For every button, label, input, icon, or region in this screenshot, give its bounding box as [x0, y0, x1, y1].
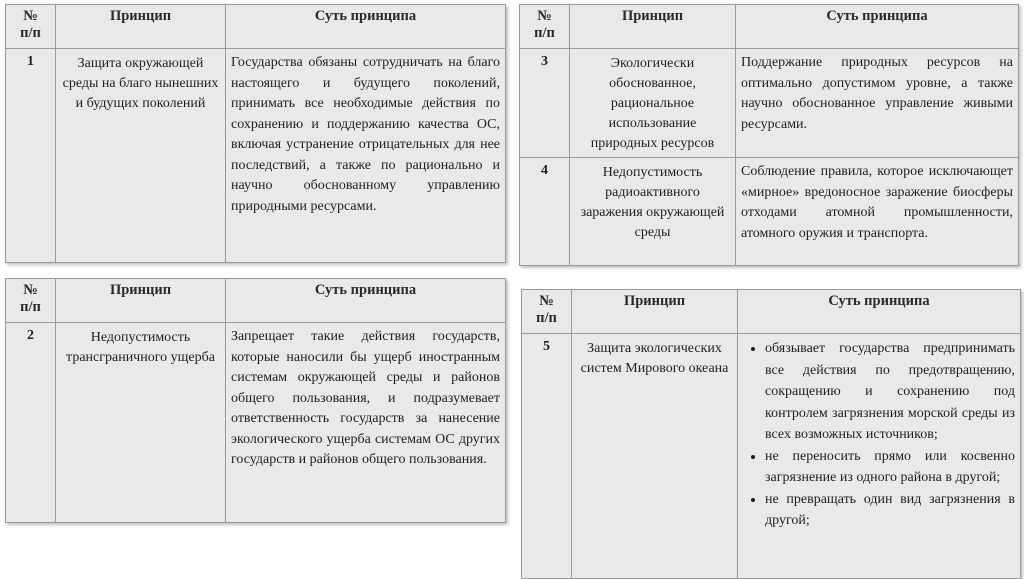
- list-item: • обязывает государства предпринимать все действия по предотвращению, сокращению и сохранению под контролем загрязнения морской среды из всех возможных источников;: [765, 338, 1015, 446]
- list-item: • не переносить прямо или косвенно загрязнение из одного района в другой;: [765, 446, 1015, 489]
- row-number: 4: [520, 158, 570, 266]
- row-number: 1: [6, 49, 56, 263]
- table-row: [520, 158, 1019, 266]
- essence-header: Суть принципа: [226, 279, 506, 323]
- principle-cell: Недопустимость трансграничного ущерба: [56, 323, 226, 523]
- principle-cell: Недопустимость радиоактивного заражения окружающей среды: [570, 158, 736, 266]
- essence-cell: Поддержание природных ресурсов на оптимально допустимом уровне, а также научно обоснованное управление живыми ресурсами.: [736, 49, 1019, 158]
- header-row: [520, 5, 1019, 49]
- header-row: [6, 5, 506, 49]
- num-header: № п/п: [6, 5, 56, 49]
- header-row: [522, 290, 1021, 334]
- essence-header: Суть принципа: [738, 290, 1021, 334]
- principle-header: Принцип: [570, 5, 736, 49]
- principle-header: Принцип: [56, 279, 226, 323]
- table-row: [520, 49, 1019, 158]
- table-principle-5: [521, 289, 1021, 579]
- principle-cell: Экологически обоснованное, рациональное использование природных ресурсов: [570, 49, 736, 158]
- essence-cell: Соблюдение правила, которое исключающет «мирное» вредоносное заражение биосферы отходами атомной промышленности, атомного оружия и транспорта.: [736, 158, 1019, 266]
- essence-cell: Государства обязаны сотрудничать на благо настоящего и будущего поколений, принимать все необходимые действия по сохранению и поддержанию качества ОС, включая устранение отрицательных для нее последствий, а также по рационально и научно обоснованному управлению природными ресурсами.: [226, 49, 506, 263]
- principle-header: Принцип: [572, 290, 738, 334]
- row-number: 2: [6, 323, 56, 523]
- essence-cell: [738, 334, 1021, 579]
- principle-cell: Защита экологических систем Мирового океана: [572, 334, 738, 579]
- table-principle-1: [5, 4, 506, 263]
- row-number: 3: [520, 49, 570, 158]
- table-row: [6, 323, 506, 523]
- list-item: • не превращать один вид загрязнения в другой;: [765, 489, 1015, 532]
- num-header: № п/п: [522, 290, 572, 334]
- essence-header: Суть принципа: [736, 5, 1019, 49]
- essence-header: Суть принципа: [226, 5, 506, 49]
- num-header: № п/п: [520, 5, 570, 49]
- essence-cell: Запрещает такие действия государств, которые наносили бы ущерб иностранным системам окружающей среды и районов общего пользования, и подразумевает ответственность государств за нанесение экологического ущерба системам ОС других государств и районов общего пользования.: [226, 323, 506, 523]
- essence-bullet-list: [743, 338, 1015, 532]
- table-principles-3-4: [519, 4, 1019, 266]
- table-row: [6, 49, 506, 263]
- num-header: № п/п: [6, 279, 56, 323]
- table-row: [522, 334, 1021, 579]
- row-number: 5: [522, 334, 572, 579]
- principle-cell: Защита окружающей среды на благо нынешних и будущих поколений: [56, 49, 226, 263]
- principle-header: Принцип: [56, 5, 226, 49]
- table-principle-2: [5, 278, 506, 523]
- header-row: [6, 279, 506, 323]
